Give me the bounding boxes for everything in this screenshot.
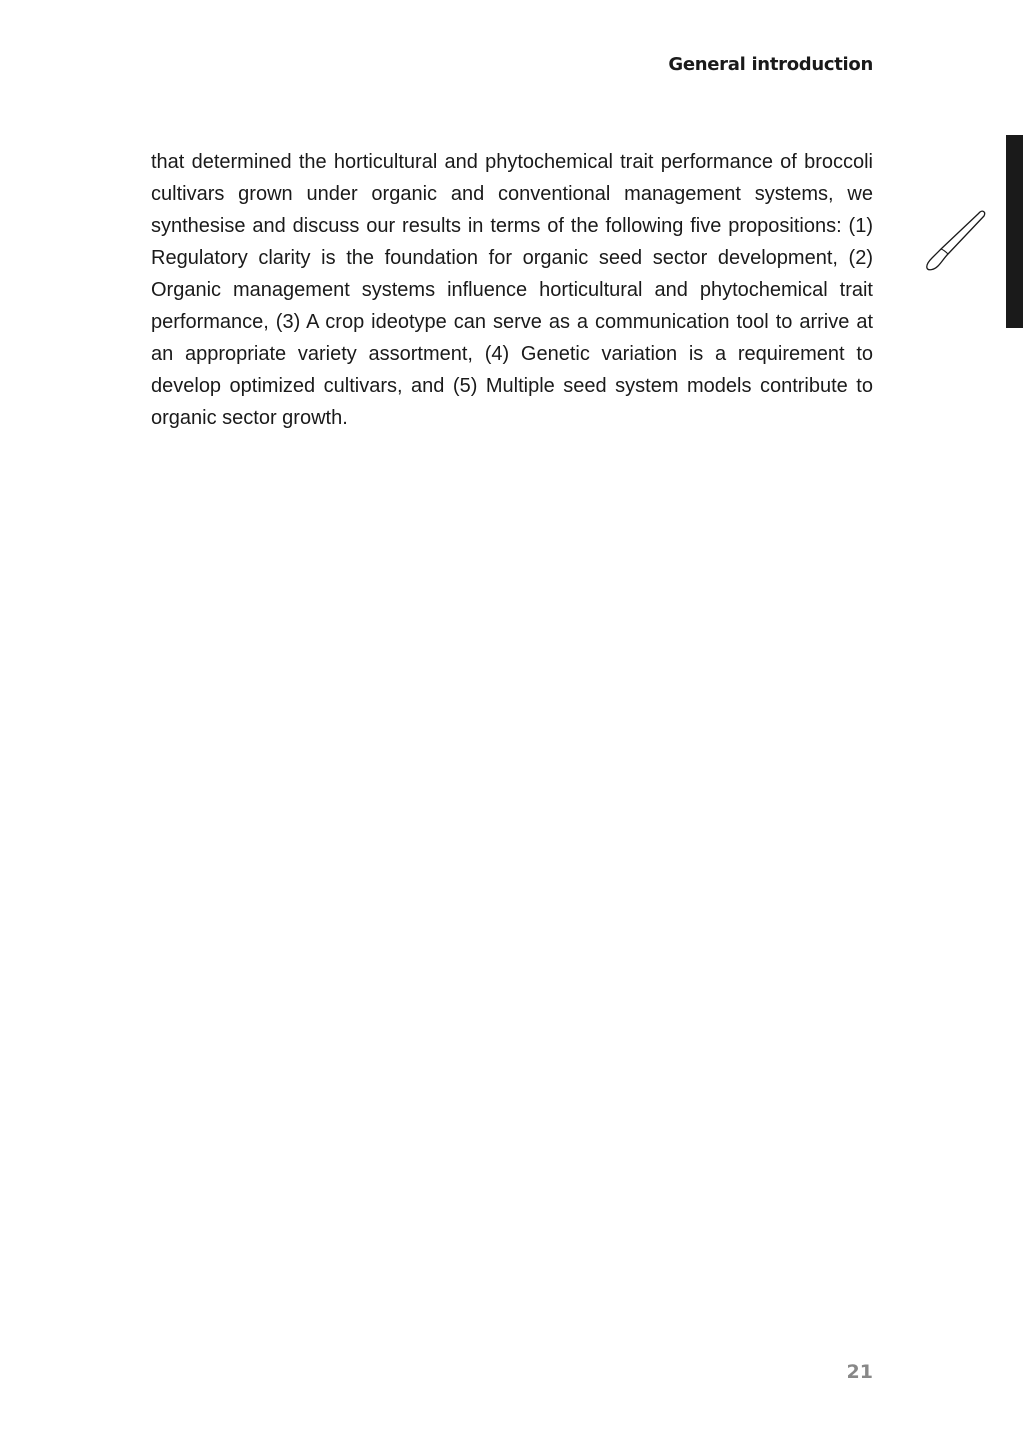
body-paragraph: that determined the horticultural and phytochemical trait performance of broccoli cultivars grown under organic and conventional management systems, we synthesise and discuss our results in terms of the following five propositions: (1) Regulatory clarity is the foundation for organic seed sector development, (2) Organic management systems influence horticultural and phytochemical trait performance, (3) A crop ideotype can serve as a communication tool to arrive at an appropriate variety assortment, (4) Genetic variation is a requirement to develop optimized cultivars, and (5) Multiple seed system models contribute to organic sector growth.: [151, 151, 873, 429]
running-header: General introduction: [668, 54, 873, 75]
pen-stroke-icon: [922, 208, 990, 276]
page-number: 21: [846, 1361, 873, 1383]
chapter-thumb-tab: [1006, 135, 1023, 328]
